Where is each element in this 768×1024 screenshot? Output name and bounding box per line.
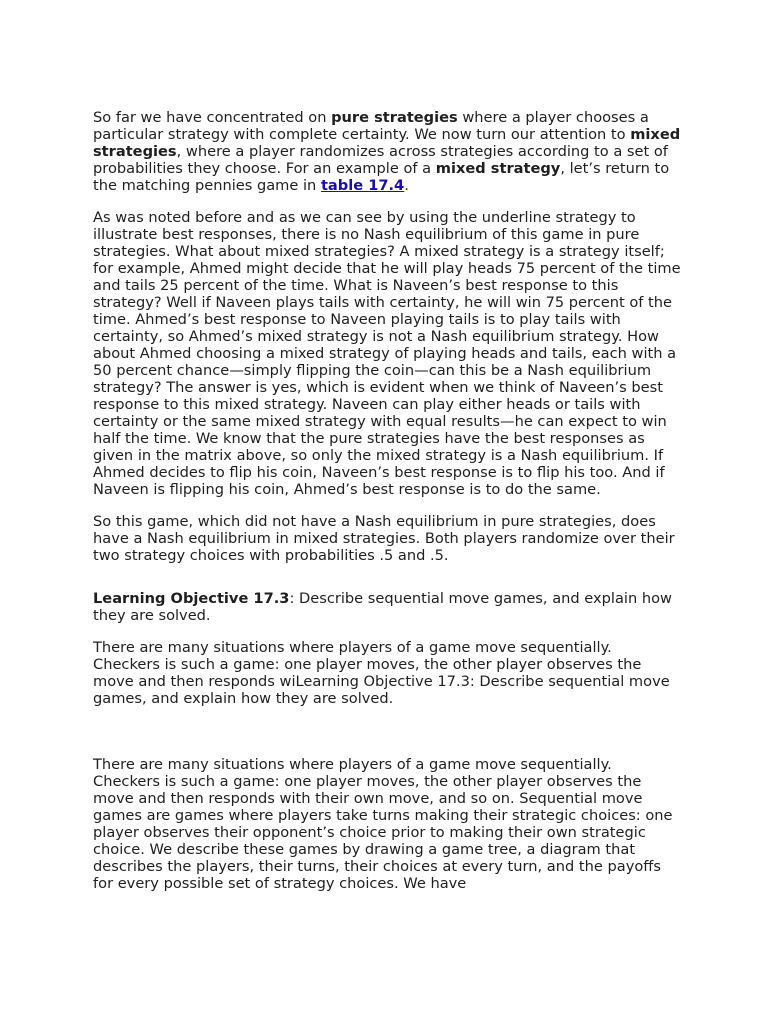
text-run: , let’s return to the matching pennies game in (93, 160, 670, 194)
table-17-4-link[interactable]: table 17.4 (320, 177, 405, 194)
text-run: So far we have concentrated on (93, 109, 332, 126)
text-run: where a player chooses a particular strategy with complete certainty. We now turn our attention to (93, 109, 649, 143)
text-run: , where a player randomizes across strategies according to a set of probabilities they choose. For an example of a (93, 143, 668, 177)
paragraph-sequential-games: There are many situations where players of a game move sequentially. Checkers is such a game: one player moves, the other player observes the move and then responds with their own move, and so on. Sequential move games are games where players take turns making their strategic choices: one player observes their opponent’s choice prior to making their own strategic choice. We describe these games by drawing a game tree, a diagram that describes the players, their turns, their choices at every turn, and the payoffs for every possible set of strategy choices. We have (93, 756, 673, 892)
bold-term-mixed-strategy: mixed strategy (435, 160, 561, 177)
learning-objective-label: Learning Objective 17.3 (93, 590, 290, 607)
learning-objective-text: : Describe sequential move games, and explain how they are solved. (93, 590, 672, 624)
learning-objective (93, 590, 683, 624)
paragraph-mixed-equilibrium: So this game, which did not have a Nash equilibrium in pure strategies, does have a Nash equilibrium in mixed strategies. Both players randomize over their two strategy choices with probabilities .5 and .5. (93, 513, 675, 564)
document-body (93, 109, 683, 907)
text-run: . (404, 177, 409, 194)
paragraph-pure-strategies (93, 109, 683, 194)
paragraph-no-pure-equilibrium: As was noted before and as we can see by using the underline strategy to illustrate best responses, there is no Nash equilibrium of this game in pure strategies. What about mixed strategies? A mixed strategy is a strategy itself; for example, Ahmed might decide that he will play heads 75 percent of the time and tails 25 percent of the time. What is Naveen’s best response to this strategy? Well if Naveen plays tails with certainty, he will win 75 percent of the time. Ahmed’s best response to Naveen playing tails is to play tails with certainty, so Ahmed’s mixed strategy is not a Nash equilibrium strategy. How about Ahmed choosing a mixed strategy of playing heads and tails, each with a 50 percent chance—simply flipping the coin—can this be a Nash equilibrium strategy? The answer is yes, which is evident when we think of Naveen’s best response to this mixed strategy. Naveen can play either heads or tails with certainty or the same mixed strategy with equal results—he can expect to win half the time. We know that the pure strategies have the best responses as given in the matrix above, so only the mixed strategy is a Nash equilibrium. If Ahmed decides to flip his coin, Naveen’s best response is to flip his too. And if Naveen is flipping his coin, Ahmed’s best response is to do the same. (93, 209, 681, 498)
bold-term-mixed-strategies: mixed strategies (93, 126, 681, 160)
paragraph-sequential-intro: There are many situations where players of a game move sequentially. Checkers is such a game: one player moves, the other player observes the move and then responds wiLearning Objective 17.3: Describe sequential move games, and explain how they are solved. (93, 639, 670, 707)
bold-term-pure-strategies: pure strategies (331, 109, 458, 126)
